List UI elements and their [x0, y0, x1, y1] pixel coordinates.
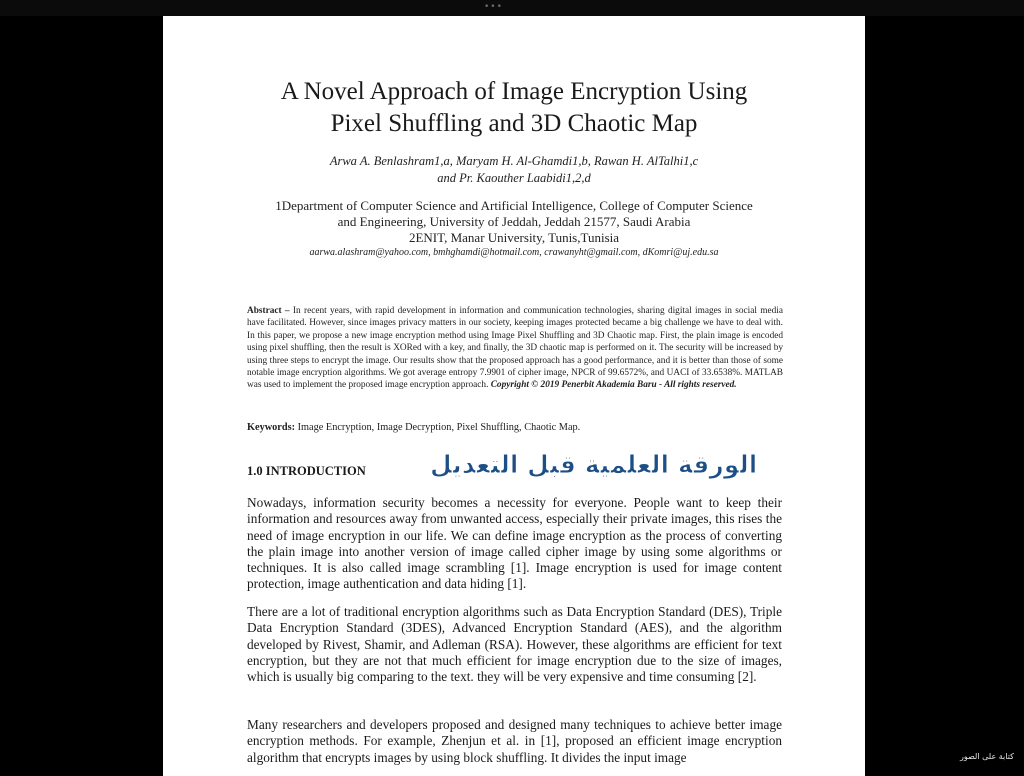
intro-paragraph-2: There are a lot of traditional encryption algorithms such as Data Encryption Standard (DES), Triple Data Encryption Standard (3DES), Advanced Encryption Standard (AES), and the algorithm developed by Rivest, Shamir, and Adleman (RSA). However, these algorithms are efficient for text encryption, but they are not that much efficient for image encryption due to the size of images, which is usually big comparing to the text. they will be very expensive and time consuming [2].	[247, 604, 782, 685]
arabic-caption-overlay: الورقة العلمية قبل التعديل	[430, 450, 758, 479]
section-heading: 1.0 INTRODUCTION	[247, 464, 366, 478]
abstract-label: Abstract –	[247, 306, 290, 316]
affiliation-1-cont: and Engineering, University of Jeddah, Jeddah 21577, Saudi Arabia	[337, 214, 691, 229]
authors-line-1: Arwa A. Benlashram1,a, Maryam H. Al-Ghamdi1,b, Rawan H. AlTalhi1,c	[329, 154, 699, 168]
more-options-icon[interactable]: •••	[484, 2, 503, 12]
paper-title	[163, 76, 865, 140]
watermark-text: كتابة على الصور	[960, 752, 1014, 761]
affiliation-1: 1Department of Computer Science and Artificial Intelligence, College of Computer Science	[275, 198, 753, 213]
author-emails: aarwa.alashram@yahoo.com, bmhghamdi@hotmail.com, crawanyht@gmail.com, dKomri@uj.edu.sa	[309, 247, 719, 258]
intro-paragraph-1: Nowadays, information security becomes a necessity for everyone. People want to keep their information and resources away from unwanted access, especially their private images, this rises the need of image encryption in our life. We can define image encryption as the process of converting the plain image into another version of image called cipher image by using some algorithms or techniques. It is also called image scrambling [1]. Image encryption is used for image content protection, image authentication and data hiding [1].	[247, 495, 782, 592]
abstract	[247, 305, 783, 392]
author-list	[163, 153, 865, 187]
viewer-top-bar	[0, 0, 1024, 16]
document-page	[163, 16, 865, 776]
keywords-text: Image Encryption, Image Decryption, Pixel Shuffling, Chaotic Map.	[295, 422, 581, 433]
title-line-2: Pixel Shuffling and 3D Chaotic Map	[330, 110, 698, 137]
affiliation-2: 2ENIT, Manar University, Tunis,Tunisia	[408, 230, 620, 245]
keywords-label: Keywords:	[247, 422, 296, 433]
affiliations	[163, 198, 865, 260]
abstract-text: In recent years, with rapid development in information and communication technologies, sharing digital images in social media have facilitated. However, since images privacy matters in our society, keeping images protected became a big challenge we have to deal with. In this paper, we propose a new image encryption method using Image Pixel Shuffling and 3D Chaotic map. First, the plain image is encoded using pixel shuffling, then the result is XORed with a key, and finally, the 3D chaotic map is performed on it. The security will be increased by using three steps to encrypt the image. Our results show that the proposed approach has a good performance, and it is better than those of some notable image encryption algorithms. We got average entropy 7.9901 of cipher image, NPCR of 99.6572%, and UACI of 33.6538%. MATLAB was used to implement the proposed image encryption approach.	[247, 306, 783, 391]
title-line-1: A Novel Approach of Image Encryption Using	[280, 78, 748, 105]
copyright-notice: Copyright © 2019 Penerbit Akademia Baru - All rights reserved.	[490, 380, 737, 391]
authors-line-2: and Pr. Kaouther Laabidi1,2,d	[437, 171, 591, 185]
intro-paragraph-3: Many researchers and developers proposed and designed many techniques to achieve better image encryption methods. For example, Zhenjun et al. in [1], proposed an efficient image encryption algorithm that encrypts images by using block shuffling. It divides the input image	[247, 717, 782, 765]
keywords	[247, 421, 783, 434]
